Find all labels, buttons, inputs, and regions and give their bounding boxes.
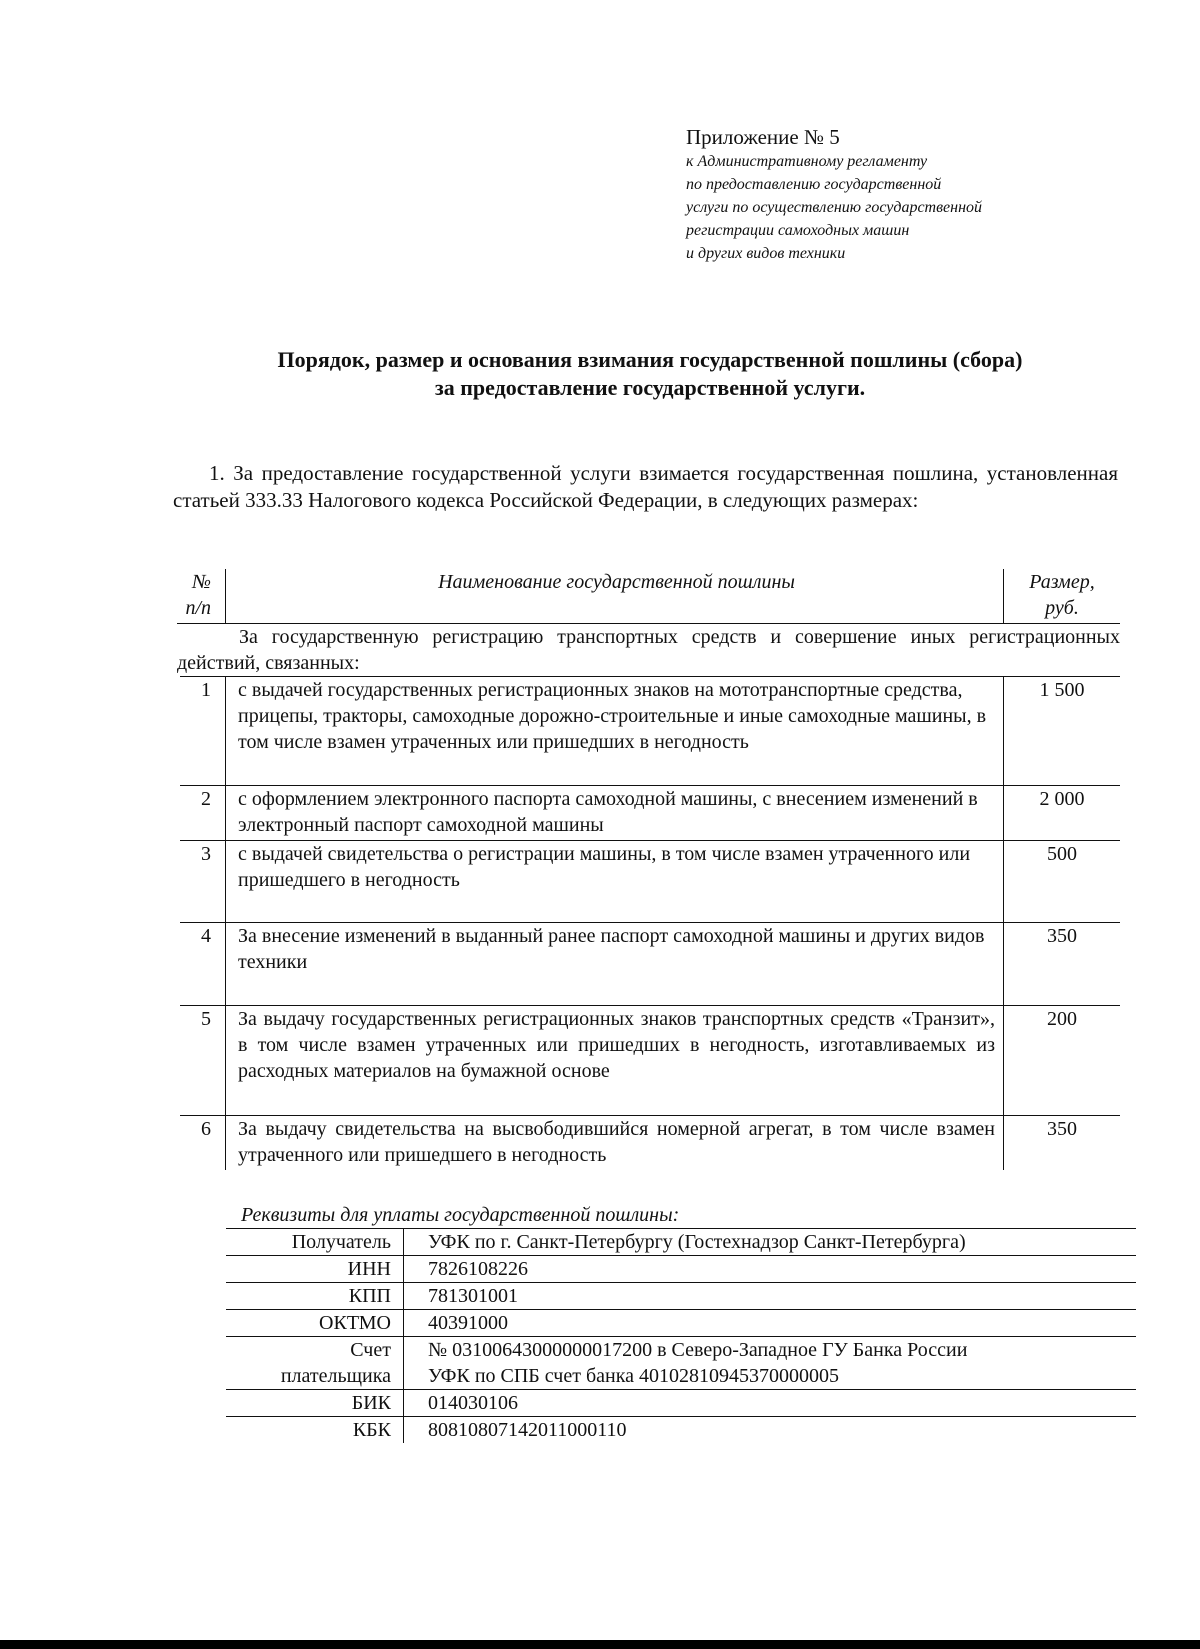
requisites-row [226, 1389, 1136, 1416]
requisites-label: Счет плательщика [226, 1337, 404, 1389]
document-title-line: за предоставление государственной услуги. [434, 375, 866, 400]
requisites-value: 80810807142011000110 [428, 1419, 627, 1441]
header-amount: Размер, руб. [1029, 571, 1095, 619]
requisites-label: ИНН [226, 1256, 404, 1282]
requisites-row [226, 1336, 1136, 1389]
requisites-row [226, 1416, 1136, 1443]
annex-title: Приложение № 5 [686, 125, 840, 149]
row-num: 4 [180, 923, 226, 1005]
requisites-label: БИК [226, 1390, 404, 1416]
row-amount: 500 [1047, 843, 1077, 865]
row-name: За выдачу государственных регистрационных знаков транспортных средств «Транзит», в том числе взамен утраченных или пришедших в негодность, изготавливаемых из расходных материалов на бумажной основе [226, 1006, 1004, 1115]
fees-table [177, 569, 1120, 1170]
requisites-row [226, 1255, 1136, 1282]
row-num: 3 [180, 841, 226, 922]
row-name: с оформлением электронного паспорта самоходной машины, с внесением изменений в электронный паспорт самоходной машины [226, 786, 1004, 840]
row-amount: 2 000 [1039, 788, 1085, 810]
scan-bottom-edge [0, 1640, 1200, 1649]
annex-block [686, 124, 1106, 265]
requisites-caption: Реквизиты для уплаты государственной пошлины: [241, 1204, 680, 1226]
annex-subtitle-line: услуги по осуществлению государственной [686, 199, 983, 216]
row-name: За внесение изменений в выданный ранее паспорт самоходной машины и других видов техники [226, 923, 1004, 1005]
requisites-value: 40391000 [428, 1312, 508, 1334]
row-num: 6 [180, 1116, 226, 1170]
requisites-value-line: № 03100643000000017200 в Северо-Западное ГУ Банка России [428, 1339, 968, 1361]
requisites-value: 014030106 [428, 1392, 518, 1414]
row-num: 1 [180, 677, 226, 785]
row-amount: 350 [1047, 925, 1077, 947]
table-row [180, 676, 1120, 785]
row-num: 5 [180, 1006, 226, 1115]
requisites-label: КПП [226, 1283, 404, 1309]
requisites-value: УФК по г. Санкт-Петербургу (Гостехнадзор Санкт-Петербурга) [428, 1231, 966, 1253]
row-amount: 1 500 [1039, 679, 1085, 701]
header-num: № п/п [180, 569, 226, 623]
fees-section-row: За государственную регистрацию транспортных средств и совершение иных регистрационных действий, связанных: [177, 623, 1120, 676]
requisites-row [226, 1228, 1136, 1255]
requisites-label: КБК [226, 1417, 404, 1443]
table-row [180, 840, 1120, 922]
annex-subtitle-line: к Административному регламенту [686, 153, 928, 170]
requisites-label: ОКТМО [226, 1310, 404, 1336]
fees-table-header [180, 569, 1120, 623]
annex-subtitle [686, 150, 1106, 265]
requisites-row [226, 1309, 1136, 1336]
document-title-line: Порядок, размер и основания взимания государственной пошлины (сбора) [277, 347, 1023, 372]
row-num: 2 [180, 786, 226, 840]
row-name: с выдачей государственных регистрационных знаков на мототранспортные средства, прицепы, тракторы, самоходные дорожно-строительные и иные самоходные машины, в том числе взамен утраченных или пришедших в негодность [226, 677, 1004, 785]
document-title [180, 346, 1120, 402]
table-row [180, 785, 1120, 840]
intro-paragraph: 1. За предоставление государственной услуги взимается государственная пошлина, установленная статьей 333.33 Налогового кодекса Российской Федерации, в следующих размерах: [173, 461, 1118, 512]
table-row [180, 1005, 1120, 1115]
table-row [180, 922, 1120, 1005]
requisites-table [226, 1228, 1136, 1443]
annex-subtitle-line: регистрации самоходных машин [686, 222, 910, 239]
requisites-value [404, 1337, 1136, 1389]
requisites-value-line: УФК по СПБ счет банка 40102810945370000005 [428, 1365, 839, 1387]
requisites-value: 781301001 [428, 1285, 518, 1307]
requisites-label: Получатель [226, 1229, 404, 1255]
table-row [180, 1115, 1120, 1170]
row-amount: 350 [1047, 1118, 1077, 1140]
row-name: с выдачей свидетельства о регистрации машины, в том числе взамен утраченного или пришедшего в негодность [226, 841, 1004, 922]
annex-subtitle-line: и других видов техники [686, 245, 846, 262]
requisites-value: 7826108226 [428, 1258, 528, 1280]
requisites-row [226, 1282, 1136, 1309]
row-amount: 200 [1047, 1008, 1077, 1030]
row-name: За выдачу свидетельства на высвободившийся номерной агрегат, в том числе взамен утраченного или пришедшего в негодность [226, 1116, 1004, 1170]
annex-subtitle-line: по предоставлению государственной [686, 176, 942, 193]
header-name: Наименование государственной пошлины [226, 569, 1004, 623]
